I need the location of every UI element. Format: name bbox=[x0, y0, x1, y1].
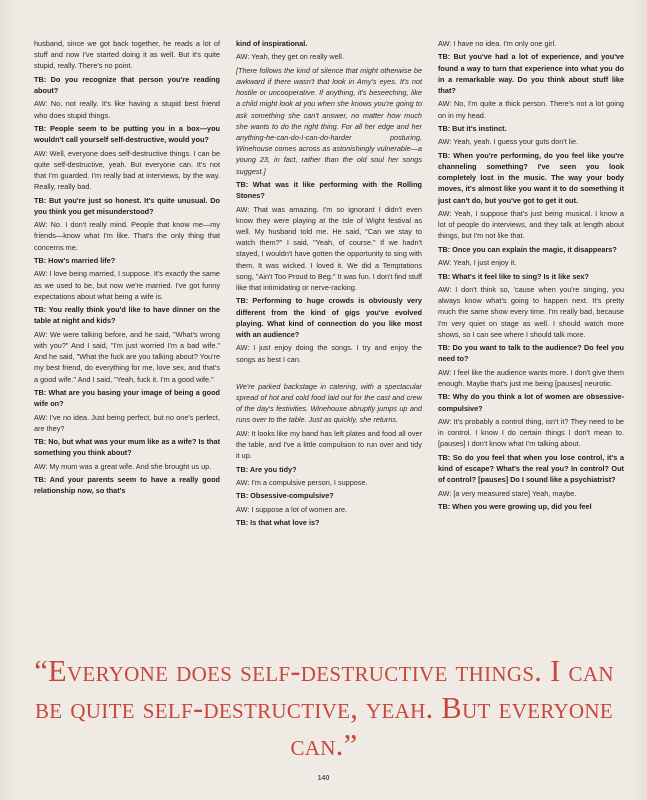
question-paragraph: TB: What are you basing your image of being a good wife on? bbox=[34, 387, 220, 409]
question-paragraph: TB: No, but what was your mum like as a wife? Is that something you think about? bbox=[34, 437, 220, 458]
answer-paragraph: AW: I just enjoy doing the songs. I try and enjoy the songs as best I can. bbox=[236, 343, 422, 364]
answer-paragraph: AW: It's probably a control thing, isn't it? They need to be in control. I know I do certain things I don't mean to. [pauses] I don't know what I'm talking about. bbox=[438, 416, 624, 449]
question-paragraph: TB: But you've had a lot of experience, and you've found a way to turn that experience into what you do in a remarkable way. Do you think about stuff like that? bbox=[438, 52, 624, 95]
question-paragraph: TB: How's married life? bbox=[34, 255, 116, 265]
question-paragraph: TB: When you're performing, do you feel like you're channeling something? I've seen you look completely lost in the music. The way your body moves, it's almost like you want it to do something it just can't do, but you've got to get it out. bbox=[438, 150, 624, 205]
question-paragraph: TB: Once you can explain the magic, it disappears? bbox=[438, 244, 617, 254]
narration-paragraph: [There follows the kind of silence that might otherwise be awkward if there wasn't that look in Amy's eyes. It's not hostile or uncooperative. If anything, it's beseeching, like a child might look at you when she knows you're going to ask something she can't answer, no matter how much she wants to do the right thing. For all her edge and her anything-he-can-do-I-can-do-harder posturing, Winehouse comes across as astonishingly vulnerable—a young 23, in fact, rather than the old soul her songs suggest.] bbox=[236, 65, 422, 176]
question-paragraph: TB: Is that what love is? bbox=[236, 518, 320, 528]
answer-paragraph: AW: We were talking before, and he said, "What's wrong with you?" And I said, "I'm just worried I'm a bad wife." And he said, "What the fuck are you talking about? You're my best friend, do everything for me, love sex, and that's a good wife." And I said, "Yeah, fuck it. I'm a good wife." bbox=[34, 329, 220, 384]
answer-paragraph: AW: Yeah, they get on really well. bbox=[236, 52, 344, 62]
article-columns bbox=[34, 38, 624, 638]
answer-paragraph: AW: It looks like my band has left plates and food all over the table, and I've a little compulsion to run over and tidy it up. bbox=[236, 428, 422, 461]
column-3 bbox=[438, 38, 624, 638]
question-paragraph: TB: And your parents seem to have a really good relationship now, so that's bbox=[34, 475, 220, 496]
answer-paragraph: AW: I've no idea. Just being perfect, but no one's perfect, are they? bbox=[34, 412, 220, 433]
answer-paragraph: AW: I love being married, I suppose. It's exactly the same as we used to be, but now we're married. I've got funny expectations about what being a wife is. bbox=[34, 269, 220, 301]
question-paragraph: TB: Do you want to talk to the audience? Do feel you need to? bbox=[438, 343, 624, 364]
answer-paragraph: AW: That was amazing. I'm so ignorant I didn't even know they were playing at the Isle of Wight festival as well. My husband told me. He said, "Can we stay to watch them?" I said, "Yeah, of course." If we hadn't stayed, I wouldn't have gotten the opportunity to sing with them. It was wicked. I loved it. We did a Temptations song, "Ain't Too Proud to Beg." It was fun. I don't find stuff like that intimidating or nerve-racking. bbox=[236, 204, 422, 293]
question-paragraph: TB: What was it like performing with the Rolling Stones? bbox=[236, 180, 422, 201]
question-paragraph: TB: What's it feel like to sing? Is it like sex? bbox=[438, 271, 589, 281]
question-paragraph: TB: But it's instinct. bbox=[438, 123, 507, 133]
question-paragraph: TB: You really think you'd like to have dinner on the table at night and kids? bbox=[34, 305, 220, 326]
answer-paragraph: AW: Yeah, yeah. I guess your guts don't lie. bbox=[438, 137, 579, 147]
narration-paragraph: We're parked backstage in catering, with a spectacular spread of hot and cold food laid out for the cast and crew of the day's festivities. Winehouse abruptly jumps up and runs over to the table. Just as quickly, she returns. bbox=[236, 381, 422, 425]
column-1 bbox=[34, 38, 220, 638]
question-paragraph: TB: But you're just so honest. It's quite unusual. Do you think you get misunderstood? bbox=[34, 195, 220, 216]
question-paragraph: TB: Why do you think a lot of women are obsessive-compulsive? bbox=[438, 392, 624, 413]
column-2 bbox=[236, 38, 422, 638]
page-number: 140 bbox=[317, 775, 330, 782]
answer-paragraph: AW: No, not really. It's like having a stupid best friend who does stupid things. bbox=[34, 99, 220, 120]
answer-paragraph: husband, since we got back together, he reads a lot of stuff and now I've started doing it as well. But it's quite stupid, really. There's no point. bbox=[34, 39, 220, 71]
pull-quote: “Everyone does self-destructive things. I can be quite self-destructive, yeah. But everyone can.” bbox=[34, 654, 614, 762]
question-paragraph: TB: Do you recognize that person you're reading about? bbox=[34, 74, 220, 95]
question-paragraph: TB: So do you feel that when you lose control, it's a kind of escape? What's the real you? In control? Out of control? [pauses] Do I sound like a psychiatrist? bbox=[438, 452, 624, 485]
answer-paragraph: AW: Well, everyone does self-destructive things. I can be quite self-destructive, yeah. But everyone can. It's not that I'm guarded. I'm really bad at interviews, by the way. Really, really bad. bbox=[34, 148, 220, 192]
question-paragraph: TB: Are you tidy? bbox=[236, 464, 297, 474]
question-paragraph: TB: Obsessive-compulsive? bbox=[236, 491, 334, 501]
answer-paragraph: AW: I'm a compulsive person, I suppose. bbox=[236, 478, 368, 487]
question-paragraph: TB: When you were growing up, did you feel bbox=[438, 501, 592, 511]
answer-paragraph: AW: My mum was a great wife. And she brought us up. bbox=[34, 461, 212, 471]
answer-paragraph: AW: I feel like the audience wants more. I don't give them enough. Maybe that's just me being [pauses] neurotic. bbox=[438, 367, 624, 388]
answer-paragraph: AW: Yeah, I suppose that's just being musical. I know a lot of people do interviews, and they talk at length about things, but I'm not like that. bbox=[438, 208, 624, 241]
answer-paragraph: AW: I have no idea. I'm only one girl. bbox=[438, 39, 557, 48]
question-paragraph: TB: People seem to be putting you in a box—you wouldn't call yourself self-destructive, would you? bbox=[34, 123, 220, 145]
answer-paragraph: AW: No. I don't really mind. People that know me—my friends—know what I'm like. That's the only thing that concerns me. bbox=[34, 220, 220, 252]
answer-paragraph: AW: No, I'm quite a thick person. There's not a lot going on in my head. bbox=[438, 99, 624, 120]
question-paragraph: kind of inspirational. bbox=[236, 39, 308, 48]
answer-paragraph: AW: [a very measured stare] Yeah, maybe. bbox=[438, 488, 577, 498]
question-paragraph: TB: Performing to huge crowds is obviously very different from the kind of gigs you've evolved playing. What kind of connection do you like most with an audience? bbox=[236, 296, 422, 340]
answer-paragraph: AW: I suppose a lot of women are. bbox=[236, 504, 348, 514]
answer-paragraph: AW: Yeah, I just enjoy it. bbox=[438, 258, 517, 268]
answer-paragraph: AW: I don't think so, 'cause when you're singing, you always know what's going to happen next. It's pretty much the same show every time. I'm really bad, because I'm very quiet on stage as well. I should watch more shows, so I can see where I should talk more. bbox=[438, 284, 624, 339]
